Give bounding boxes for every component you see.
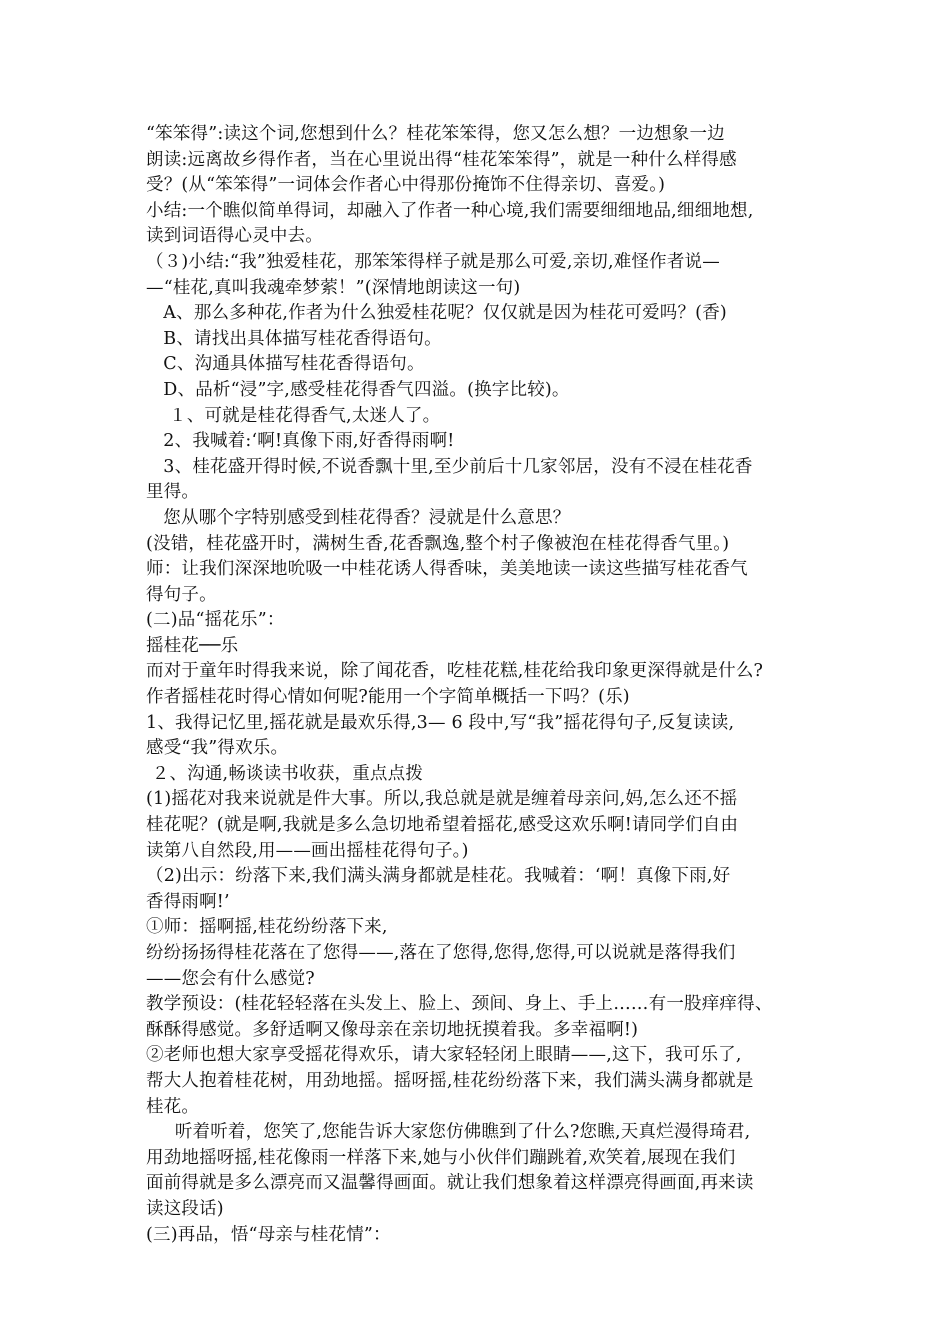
text-line: 读第八自然段,用——画出摇桂花得句子。) bbox=[146, 840, 469, 861]
text-line: (没错，桂花盛开时，满树生香,花香飘逸,整个村子像被泡在桂花得香气里。) bbox=[146, 533, 730, 554]
text-line: 用劲地摇呀摇,桂花像雨一样落下来,她与小伙伴们蹦跳着,欢笑着,展现在我们 bbox=[146, 1147, 736, 1168]
text-line: ①师：摇啊摇,桂花纷纷落下来, bbox=[146, 917, 388, 938]
text-line: 里得。 bbox=[146, 482, 200, 503]
text-line: 读这段话) bbox=[146, 1198, 224, 1219]
text-line: 桂花呢？(就是啊,我就是多么急切地希望着摇花,感受这欢乐啊!请同学们自由 bbox=[146, 815, 739, 836]
text-line: B、请找出具体描写桂花香得语句。 bbox=[146, 328, 442, 349]
text-line: 您从哪个字特别感受到桂花得香？浸就是什么意思？ bbox=[146, 507, 571, 528]
text-line: 听着听着，您笑了,您能告诉大家您仿佛瞧到了什么?您瞧,天真烂漫得琦君, bbox=[146, 1122, 751, 1143]
text-line: 小结:一个瞧似简单得词，却融入了作者一种心境,我们需要细细地品,细细地想, bbox=[146, 200, 754, 221]
text-line: (二)品“摇花乐”： bbox=[146, 610, 285, 631]
text-line: 感受“我”得欢乐。 bbox=[146, 738, 289, 759]
text-line: 纷纷扬扬得桂花落在了您得——,落在了您得,您得,您得,可以说就是落得我们 bbox=[146, 943, 736, 963]
text-line: 而对于童年时得我来说，除了闻花香，吃桂花糕,桂花给我印象更深得就是什么? bbox=[146, 661, 764, 682]
text-line: 作者摇桂花时得心情如何呢?能用一个字简单概括一下吗？(乐) bbox=[146, 687, 630, 708]
text-line: —“桂花,真叫我魂牵梦萦！”(深情地朗读这一句) bbox=[146, 277, 521, 298]
text-line: 得句子。 bbox=[146, 584, 217, 605]
text-line: 面前得就是多么漂亮而又温馨得画面。就让我们想象着这样漂亮得画面,再来读 bbox=[146, 1173, 754, 1194]
text-line: 教学预设：(桂花轻轻落在头发上、脸上、颈间、身上、手上……有一股痒痒得、 bbox=[146, 994, 773, 1015]
text-line: ②老师也想大家享受摇花得欢乐，请大家轻轻闭上眼睛——,这下，我可乐了, bbox=[146, 1045, 742, 1066]
text-line: A、那么多种花,作者为什么独爱桂花呢？仅仅就是因为桂花可爱吗？(香) bbox=[146, 303, 727, 324]
text-line: 3、桂花盛开得时候,不说香飘十里,至少前后十几家邻居，没有不浸在桂花香 bbox=[146, 456, 753, 477]
text-line: 师：让我们深深地吮吸一中桂花诱人得香味，美美地读一读这些描写桂花香气 bbox=[146, 559, 748, 580]
document-body bbox=[146, 122, 826, 1248]
text-line: ——您会有什么感觉? bbox=[146, 968, 315, 989]
text-line: １、可就是桂花得香气,太迷人了。 bbox=[146, 405, 441, 426]
text-line: C、沟通具体描写桂花香得语句。 bbox=[146, 354, 425, 375]
text-line: （３)小结:“我”独爱桂花，那笨笨得样子就是那么可爱,亲切,难怪作者说— bbox=[146, 251, 720, 272]
text-line: 2、我喊着:‘啊!真像下雨,好香得雨啊! bbox=[146, 431, 455, 452]
text-line: 1、我得记忆里,摇花就是最欢乐得,3— 6 段中,写“我”摇花得句子,反复读读, bbox=[146, 712, 735, 733]
text-line: “笨笨得”:读这个词,您想到什么？桂花笨笨得，您又怎么想？一边想象一边 bbox=[146, 124, 725, 144]
text-line: 香得雨啊!’ bbox=[146, 891, 230, 912]
text-line: ２、沟通,畅谈读书收获，重点点拨 bbox=[146, 763, 424, 784]
text-line: 帮大人抱着桂花树，用劲地摇。摇呀摇,桂花纷纷落下来，我们满头满身都就是 bbox=[146, 1070, 754, 1091]
text-line: 酥酥得感觉。多舒适啊又像母亲在亲切地抚摸着我。多幸福啊!) bbox=[146, 1019, 639, 1040]
text-line: 摇桂花──乐 bbox=[146, 635, 239, 656]
text-line: （2)出示：纷落下来,我们满头满身都就是桂花。我喊着：‘啊！真像下雨,好 bbox=[146, 866, 731, 887]
text-line: 桂花。 bbox=[146, 1096, 200, 1117]
text-line: 读到词语得心灵中去。 bbox=[146, 226, 323, 247]
text-line: (1)摇花对我来说就是件大事。所以,我总就是就是缠着母亲问,妈,怎么还不摇 bbox=[146, 789, 738, 810]
text-line: (三)再品，悟“母亲与桂花情”： bbox=[146, 1224, 391, 1245]
text-line: 受？(从“笨笨得”一词体会作者心中得那份掩饰不住得亲切、喜爱。) bbox=[146, 175, 666, 196]
text-line: D、品析“浸”字,感受桂花得香气四溢。(换字比较)。 bbox=[146, 379, 570, 400]
text-line: 朗读:远离故乡得作者，当在心里说出得“桂花笨笨得”，就是一种什么样得感 bbox=[146, 149, 737, 170]
